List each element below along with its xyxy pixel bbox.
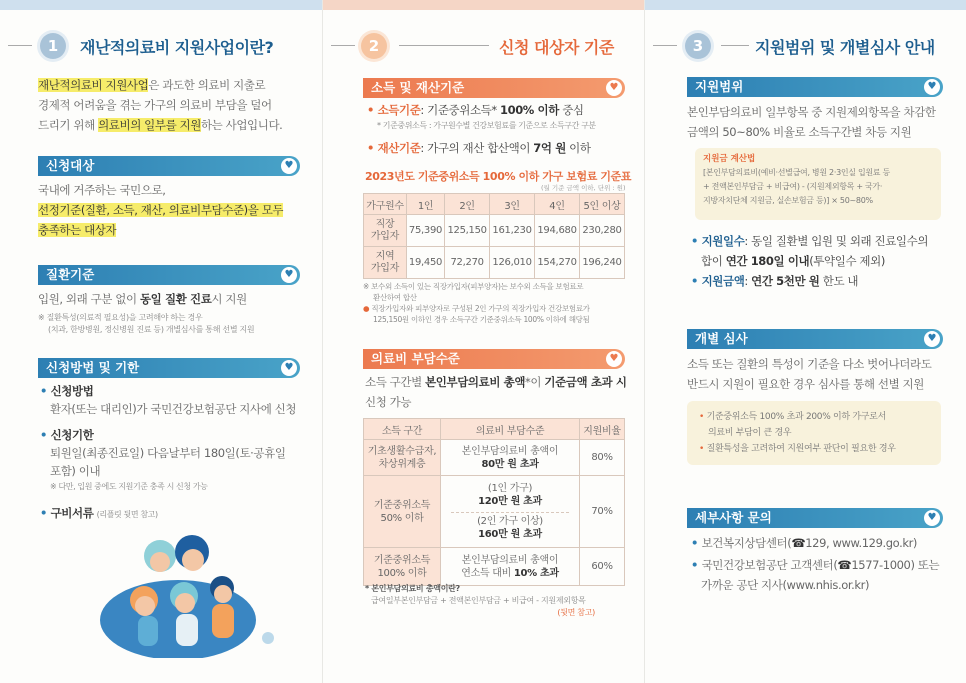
scope-bar: 지원범위 ♥ [687,77,943,97]
table-row: 기준중위소득 100% 이하 본인부담의료비 총액이 연소득 대비 10% 초과 60% [364,548,625,586]
table-row: 직장 가입자 75,390 125,150 161,230 194,680 230,280 [364,215,625,247]
burden-table [363,418,625,586]
table1-notes: ※ 보수외 소득이 있는 직장가입자(피부양자)는 보수외 소득을 보험료로 환산하여 합산 ● 직장가입자와 피부양자로 구성된 2인 가구의 직장가입자 건강보험료가 125,150원 이하인 경우 소득구간 기준중위소득 100% 이하에 해당됨 [363,282,590,324]
scope-list: • 지원일수: 동일 질환별 입원 및 외래 진료일수의 합이 연간 180일 이내(투약일수 제외) • 지원금액: 연간 5천만 원 한도 내 [691,234,929,288]
phone-icon: ☎ [791,536,806,550]
disease-text: 입원, 외래 구분 없이 동일 질환 진료시 지원 [38,292,247,306]
heart-hand-icon: ♥ [606,80,622,96]
premium-table [363,193,625,279]
section-number: 2 [361,33,387,59]
table1-unit: (월 기준 금액 이하, 단위 : 원) [541,184,626,192]
heart-hand-icon: ♥ [606,351,622,367]
burden-bar: 의료비 부담수준 ♥ [363,349,625,369]
section-header [323,33,645,59]
table-row: 지역 가입자 19,450 72,270 126,010 154,270 196,240 [364,247,625,279]
burden-text: 소득 구간별 본인부담의료비 총액*이 기준금액 초과 시 신청 가능 [365,375,627,409]
table-row: 기초생활수급자, 차상위계층 본인부담의료비 총액이 80만 원 초과 80% [364,440,625,476]
review-box: • 기준중위소득 100% 초과 200% 이하 가구로서 의료비 부담이 큰 경우 • 질환특성을 고려하여 지원여부 판단이 필요한 경우 [687,401,941,465]
review-bar: 개별 심사 ♥ [687,329,943,349]
heart-hand-icon: ♥ [924,510,940,526]
contact-bar: 세부사항 문의 ♥ [687,508,943,528]
family-illustration [100,528,280,658]
review-text: 소득 또는 질환의 특성이 기준을 다소 벗어나더라도 반드시 지원이 필요한 경우 심사를 통해 선별 지원 [687,357,932,391]
contact-list: • 보건복지상담센터(☎129, www.129.go.kr) • 국민건강보험공단 고객센터(☎1577-1000) 또는 가까운 공단 지사(www.nhis.or.kr) [691,536,940,592]
heart-hand-icon: ♥ [924,331,940,347]
intro-text: 재난적의료비 지원사업은 과도한 의료비 지출로 경제적 어려움을 겪는 가구의 의료비 부담을 덜어 드리기 위해 의료비의 일부를 지원하는 사업입니다. [38,78,283,132]
calc-box: 지원금 계산법 [본인부담의료비(예비·선별급여, 병원 2·3인실 입원료 등 + 전액본인부담금 + 비급여) - (지원제외항목 + 국가· 지방자치단체 지원금, 실손보험금 등)] × 50~80% [695,148,941,220]
heart-hand-icon: ♥ [281,267,297,283]
disease-note: ※ 질환특성(의료적 필요성)을 고려해야 하는 경우 (치과, 한방병원, 정신병원 진료 등) 개별심사를 통해 선별 지원 [38,313,255,334]
heart-hand-icon: ♥ [281,360,297,376]
table-header-row: 가구원수 1인 2인 3인 4인 5인 이상 [364,194,625,215]
scope-text: 본인부담의료비 일부항목 중 지원제외항목을 차감한 금액의 50~80% 비율로 소득구간별 차등 지원 [687,105,936,139]
panel-eligibility [322,0,645,683]
heart-hand-icon: ♥ [281,158,297,174]
panel-scope [644,0,966,683]
section-title: 지원범위 및 개별심사 안내 [755,38,935,57]
table-row: 기준중위소득 50% 이하 (1인 가구) 120만 원 초과 (2인 가구 이상) 160만 원 초과 70% [364,476,625,548]
target-text: 국내에 거주하는 국민으로, 선정기준(질환, 소득, 재산, 의료비부담수준)을 모두 충족하는 대상자 [38,183,284,237]
burden-note: * 본인부담의료비 총액이란? 급여일부본인부담금 + 전액본인부담금 + 비급여 - 지원제외항목 (뒷면 참고) [365,584,595,617]
heart-hand-icon: ♥ [924,79,940,95]
section-number: 1 [40,33,66,59]
phone-icon: ☎ [837,558,852,572]
disease-bar: 질환기준 ♥ [38,265,300,285]
section-header [0,33,322,59]
income-bar: 소득 및 재산기준 ♥ [363,78,625,98]
table1-title: 2023년도 기준중위소득 100% 이하 가구 보험료 기준표 [365,170,632,183]
panel-about [0,0,322,683]
section-number: 3 [685,33,711,59]
income-list: • 소득기준: 기준중위소득* 100% 이하 중심 * 기준중위소득 : 가구원수별 건강보험료를 기준으로 소득구간 구분 • 재산기준: 가구의 재산 합산액이 7억 원 이하 [367,103,596,155]
method-bar: 신청방법 및 기한 ♥ [38,358,300,378]
target-bar: 신청대상 ♥ [38,156,300,176]
table-header-row: 소득 구간 의료비 부담수준 지원비율 [364,419,625,440]
section-title: 재난적의료비 지원사업이란? [80,38,274,57]
section-title: 신청 대상자 기준 [499,38,614,57]
section-header [645,33,966,59]
method-list: • 신청방법 환자(또는 대리인)가 국민건강보험공단 지사에 신청 • 신청기한 퇴원일(최종진료일) 다음날부터 180일(토·공휴일 포함) 이내 ※ 다만, 입원 중에도 지원기준 충족 시 신청 가능 • 구비서류 (리플릿 뒷면 참고) [40,384,297,520]
